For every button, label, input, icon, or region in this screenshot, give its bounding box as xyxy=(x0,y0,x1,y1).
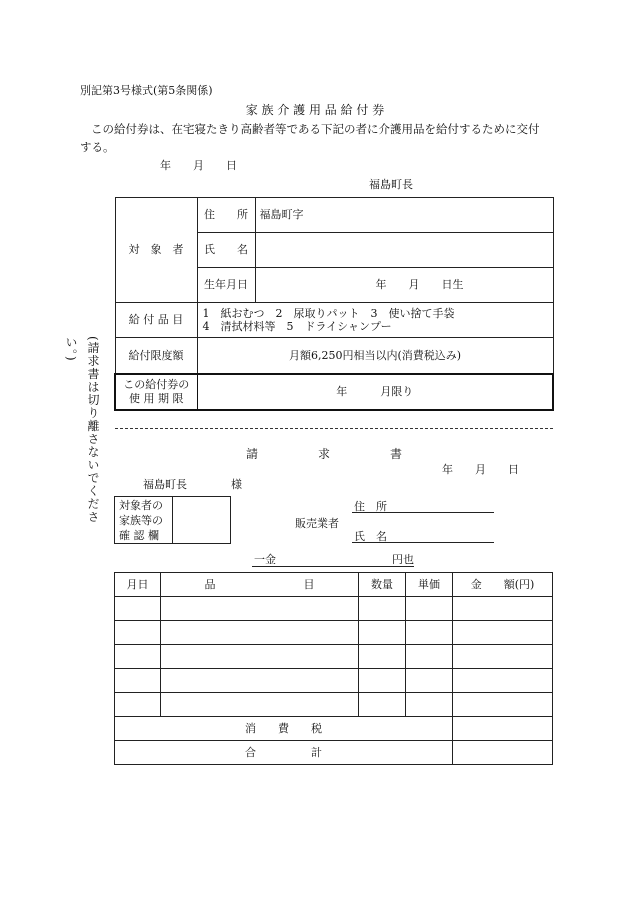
family-confirm-line3: 確 認 欄 xyxy=(119,528,159,542)
table-row xyxy=(115,645,553,669)
cell-amount[interactable] xyxy=(453,693,553,717)
name-label: 氏 名 xyxy=(197,233,255,268)
side-note-vertical: (請求書は切り離さないでください。) xyxy=(64,336,100,524)
col-date: 月日 xyxy=(115,573,161,597)
items-label: 給 付 品 目 xyxy=(115,303,197,338)
invoice-addressee: 福島町長 様 xyxy=(143,478,242,491)
cell-qty[interactable] xyxy=(359,645,406,669)
invoice-items-table xyxy=(114,572,553,765)
issue-date: 年 月 日 xyxy=(160,159,237,172)
cell-date[interactable] xyxy=(115,645,161,669)
document-title: 家 族 介 護 用 品 給 付 券 xyxy=(245,103,385,117)
address-value: 福島町字 xyxy=(255,198,553,233)
cell-qty[interactable] xyxy=(359,597,406,621)
col-qty: 数量 xyxy=(359,573,406,597)
cell-item[interactable] xyxy=(161,621,359,645)
dob-label: 生年月日 xyxy=(197,268,255,303)
invoice-date: 年 月 日 xyxy=(442,463,519,476)
cell-date[interactable] xyxy=(115,669,161,693)
cell-qty[interactable] xyxy=(359,669,406,693)
cell-item[interactable] xyxy=(161,597,359,621)
cell-unit-price[interactable] xyxy=(406,669,453,693)
cell-amount[interactable] xyxy=(453,597,553,621)
cut-line xyxy=(115,428,553,429)
table-row xyxy=(115,621,553,645)
items-line2: 4 清拭材料等 5 ドライシャンプー xyxy=(202,320,392,333)
body-text-line1: この給付券は、在宅寝たきり高齢者等である下記の者に介護用品を給付するために交付 xyxy=(91,122,540,136)
family-confirm-field[interactable] xyxy=(173,497,231,544)
col-unit-price: 単価 xyxy=(406,573,453,597)
limit-label: 給付限度額 xyxy=(115,338,197,374)
cell-unit-price[interactable] xyxy=(406,645,453,669)
table-row xyxy=(115,597,553,621)
total-label: 合 計 xyxy=(115,741,453,765)
dob-value: 年 月 日生 xyxy=(255,268,553,303)
items-line1: 1 紙おむつ 2 尿取りパット 3 使い捨て手袋 xyxy=(202,306,455,320)
body-text-line2: する。 xyxy=(80,140,115,154)
col-amount: 金 額(円) xyxy=(453,573,553,597)
family-confirm-label xyxy=(115,497,173,544)
limit-value: 月額6,250円相当以内(消費税込み) xyxy=(197,338,553,374)
issuer: 福島町長 xyxy=(369,178,413,191)
amount-suffix: 円也 xyxy=(392,553,414,566)
form-number: 別記第3号様式(第5条関係) xyxy=(80,84,213,97)
table-row xyxy=(115,693,553,717)
vendor-address-label: 住 所 xyxy=(354,500,387,513)
cell-item[interactable] xyxy=(161,693,359,717)
vendor-label: 販売業者 xyxy=(295,517,339,530)
cell-qty[interactable] xyxy=(359,621,406,645)
cell-date[interactable] xyxy=(115,597,161,621)
expiry-label xyxy=(115,374,197,410)
col-item: 品 目 xyxy=(161,573,359,597)
address-label: 住 所 xyxy=(197,198,255,233)
family-confirm-line2: 家族等の xyxy=(119,513,163,527)
total-amount[interactable] xyxy=(453,741,553,765)
vendor-address-line[interactable] xyxy=(352,512,494,513)
voucher-table xyxy=(114,197,554,411)
amount-prefix: 一金 xyxy=(254,553,276,566)
expiry-label-line1: この給付券の xyxy=(123,378,190,392)
cell-qty[interactable] xyxy=(359,693,406,717)
cell-date[interactable] xyxy=(115,621,161,645)
tax-label: 消 費 税 xyxy=(115,717,453,741)
cell-date[interactable] xyxy=(115,693,161,717)
vendor-name-line[interactable] xyxy=(352,542,494,543)
cell-unit-price[interactable] xyxy=(406,597,453,621)
vendor-name-label: 氏 名 xyxy=(354,530,387,543)
cell-item[interactable] xyxy=(161,645,359,669)
cell-amount[interactable] xyxy=(453,645,553,669)
expiry-value: 年 月限り xyxy=(197,374,553,410)
cell-unit-price[interactable] xyxy=(406,621,453,645)
subject-label: 対 象 者 xyxy=(115,198,197,303)
family-confirm-line1: 対象者の xyxy=(119,498,163,512)
cell-amount[interactable] xyxy=(453,621,553,645)
expiry-label-line2: 使 用 期 限 xyxy=(129,391,184,405)
amount-underline[interactable] xyxy=(252,566,414,567)
cell-amount[interactable] xyxy=(453,669,553,693)
name-value xyxy=(255,233,553,268)
invoice-title: 請 求 書 xyxy=(246,447,403,461)
cell-unit-price[interactable] xyxy=(406,693,453,717)
cell-item[interactable] xyxy=(161,669,359,693)
table-row xyxy=(115,669,553,693)
items-list xyxy=(197,303,553,338)
tax-amount[interactable] xyxy=(453,717,553,741)
family-confirm-box xyxy=(114,496,231,544)
